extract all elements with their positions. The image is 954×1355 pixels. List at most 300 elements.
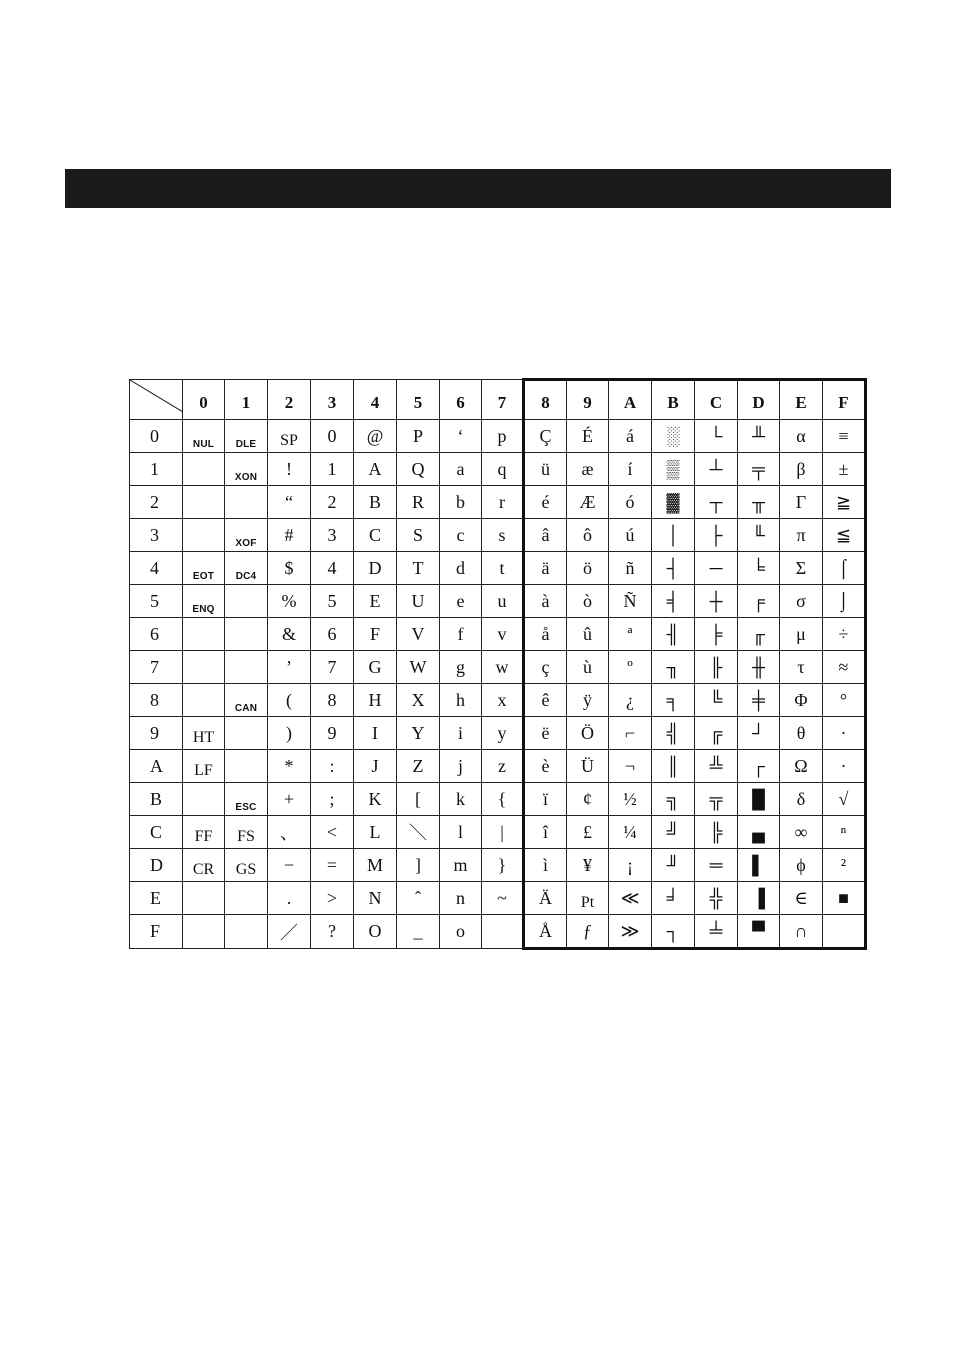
char-glyph: ／ <box>280 922 298 943</box>
table-row <box>130 684 866 717</box>
char-cell <box>440 816 482 849</box>
char-glyph: < <box>326 821 338 842</box>
char-glyph: ! <box>286 458 292 479</box>
table-row <box>130 849 866 882</box>
char-glyph: ┤ <box>666 557 680 578</box>
char-glyph: ┼ <box>709 590 723 611</box>
char-glyph: H <box>368 689 382 710</box>
char-cell <box>482 552 524 585</box>
char-glyph: % <box>281 590 297 611</box>
char-glyph: ╥ <box>752 491 765 512</box>
char-glyph: } <box>497 854 507 875</box>
char-glyph: ╢ <box>666 623 680 644</box>
char-cell <box>567 684 609 717</box>
char-cell <box>268 519 311 552</box>
char-glyph: ≫ <box>620 920 640 941</box>
char-glyph: w <box>495 656 509 677</box>
char-cell <box>482 486 524 519</box>
char-cell <box>440 750 482 783</box>
char-cell <box>567 882 609 915</box>
char-cell <box>524 486 567 519</box>
char-glyph: ▐ <box>752 887 765 908</box>
char-cell <box>397 453 440 486</box>
char-cell <box>524 750 567 783</box>
char-glyph: ; <box>329 788 335 809</box>
char-cell <box>738 453 780 486</box>
char-cell <box>823 585 866 618</box>
char-cell <box>780 915 823 949</box>
char-cell <box>609 882 652 915</box>
char-glyph: + <box>283 788 295 809</box>
character-code-table <box>129 378 867 950</box>
char-cell <box>440 717 482 750</box>
char-cell <box>397 750 440 783</box>
column-header: B <box>652 380 695 420</box>
char-cell <box>567 420 609 453</box>
char-glyph: │ <box>666 524 680 545</box>
char-glyph: U <box>411 590 425 611</box>
char-glyph: NUL <box>192 438 215 450</box>
char-cell <box>738 717 780 750</box>
char-cell <box>567 783 609 816</box>
char-glyph: ╫ <box>752 656 765 677</box>
char-cell <box>482 420 524 453</box>
char-glyph: π <box>796 524 806 545</box>
char-glyph: x <box>497 689 507 710</box>
char-glyph: 8 <box>327 689 337 710</box>
char-glyph: ═ <box>709 854 723 875</box>
char-glyph: î <box>542 821 548 842</box>
char-cell <box>482 915 524 949</box>
char-glyph: * <box>284 755 294 776</box>
char-glyph: = <box>326 854 338 875</box>
char-glyph: Ç <box>539 425 552 446</box>
row-header: 1 <box>130 453 183 486</box>
char-glyph: G <box>368 656 382 677</box>
char-glyph: DC4 <box>235 570 257 582</box>
table-row <box>130 453 866 486</box>
char-cell <box>354 486 397 519</box>
char-cell <box>695 651 738 684</box>
char-cell <box>609 717 652 750</box>
char-glyph: d <box>456 557 465 578</box>
char-glyph: ENQ <box>192 603 215 615</box>
char-cell <box>738 519 780 552</box>
char-cell <box>780 684 823 717</box>
char-cell <box>780 585 823 618</box>
char-glyph: σ <box>796 590 806 611</box>
char-cell <box>524 849 567 882</box>
char-glyph: ┴ <box>709 458 723 479</box>
char-glyph: θ <box>796 722 806 743</box>
char-glyph: 2 <box>327 491 337 512</box>
char-glyph: ╦ <box>709 788 723 809</box>
char-cell <box>524 816 567 849</box>
char-glyph: ╗ <box>666 788 680 809</box>
char-glyph: å <box>541 623 550 644</box>
char-cell <box>440 882 482 915</box>
char-glyph: ─ <box>709 557 723 578</box>
char-cell <box>567 585 609 618</box>
char-cell <box>183 453 225 486</box>
char-glyph: √ <box>838 788 849 809</box>
char-glyph: e <box>456 590 465 611</box>
char-cell <box>780 816 823 849</box>
char-glyph: ~ <box>497 887 507 908</box>
char-glyph: N <box>368 887 382 908</box>
char-glyph: ÷ <box>838 623 849 644</box>
char-glyph: M <box>366 854 383 875</box>
table-row <box>130 420 866 453</box>
char-cell <box>397 882 440 915</box>
char-glyph: ╞ <box>709 623 723 644</box>
char-cell <box>311 783 354 816</box>
char-cell <box>482 816 524 849</box>
char-glyph: ½ <box>623 788 637 809</box>
char-glyph: ñ <box>625 557 635 578</box>
char-cell <box>183 684 225 717</box>
char-glyph: b <box>456 491 465 512</box>
char-glyph: ò <box>583 590 592 611</box>
char-cell <box>695 420 738 453</box>
char-glyph: ╣ <box>666 722 680 743</box>
char-cell <box>652 519 695 552</box>
char-glyph: ┘ <box>752 722 765 743</box>
column-header: 5 <box>397 380 440 420</box>
char-cell <box>695 552 738 585</box>
char-cell <box>609 552 652 585</box>
char-cell <box>652 882 695 915</box>
char-glyph: ¿ <box>626 689 634 710</box>
char-glyph: j <box>457 755 463 776</box>
char-cell <box>268 486 311 519</box>
char-cell <box>397 651 440 684</box>
char-cell <box>738 750 780 783</box>
char-glyph: 1 <box>327 458 337 479</box>
char-cell <box>225 453 268 486</box>
char-glyph: ƒ <box>583 920 592 941</box>
char-cell <box>225 717 268 750</box>
char-glyph: é <box>541 491 550 512</box>
char-cell <box>823 552 866 585</box>
char-glyph: ■ <box>838 887 849 908</box>
char-cell <box>482 882 524 915</box>
char-cell <box>780 486 823 519</box>
char-glyph: g <box>456 656 465 677</box>
char-glyph: I <box>372 722 378 743</box>
char-glyph: $ <box>284 557 294 578</box>
char-glyph: à <box>541 590 550 611</box>
char-glyph: · <box>840 755 847 776</box>
char-cell <box>354 585 397 618</box>
char-glyph: EOT <box>192 570 215 582</box>
char-glyph: ê <box>541 689 550 710</box>
char-cell <box>695 717 738 750</box>
char-cell <box>609 783 652 816</box>
row-header: 2 <box>130 486 183 519</box>
char-cell <box>524 717 567 750</box>
char-glyph: ⌠ <box>838 557 849 578</box>
column-header: 7 <box>482 380 524 420</box>
char-cell <box>524 783 567 816</box>
table-row <box>130 651 866 684</box>
char-glyph: Q <box>411 458 425 479</box>
char-glyph: Z <box>412 755 424 776</box>
table-body <box>130 420 866 949</box>
char-cell <box>397 849 440 882</box>
char-cell <box>524 453 567 486</box>
char-glyph: ╬ <box>709 887 723 908</box>
char-cell <box>780 519 823 552</box>
char-glyph: ú <box>625 524 635 545</box>
char-cell <box>780 783 823 816</box>
char-glyph: ▀ <box>752 920 765 941</box>
char-glyph: GS <box>235 860 257 878</box>
char-cell <box>695 750 738 783</box>
char-cell <box>268 849 311 882</box>
char-glyph: 9 <box>327 722 337 743</box>
char-glyph: Ñ <box>623 590 637 611</box>
char-cell <box>354 519 397 552</box>
char-cell <box>225 684 268 717</box>
char-glyph: ç <box>541 656 550 677</box>
char-glyph: ¡ <box>627 854 633 875</box>
char-cell <box>354 453 397 486</box>
char-cell <box>524 585 567 618</box>
row-header: 6 <box>130 618 183 651</box>
char-glyph: P <box>412 425 423 446</box>
char-cell <box>652 420 695 453</box>
char-cell <box>738 552 780 585</box>
char-cell <box>567 915 609 949</box>
table-row <box>130 618 866 651</box>
char-glyph: ¥ <box>583 854 592 875</box>
char-glyph: K <box>368 788 382 809</box>
char-glyph: y <box>497 722 507 743</box>
table-row <box>130 486 866 519</box>
char-glyph: ╖ <box>666 656 680 677</box>
char-cell <box>440 453 482 486</box>
char-glyph: D <box>368 557 382 578</box>
char-glyph: k <box>456 788 465 809</box>
table-row <box>130 519 866 552</box>
char-cell <box>567 453 609 486</box>
char-cell <box>397 684 440 717</box>
char-cell <box>354 882 397 915</box>
char-cell <box>609 750 652 783</box>
char-glyph: XON <box>234 471 258 483</box>
char-cell <box>609 453 652 486</box>
char-cell <box>183 585 225 618</box>
char-cell <box>695 816 738 849</box>
char-glyph: ┐ <box>666 920 680 941</box>
char-glyph: r <box>499 491 505 512</box>
char-cell <box>268 816 311 849</box>
char-cell <box>397 486 440 519</box>
char-glyph: s <box>498 524 506 545</box>
char-glyph: ’ <box>286 656 292 677</box>
char-glyph: ╜ <box>666 854 680 875</box>
char-glyph: ì <box>542 854 548 875</box>
char-glyph: B <box>368 491 381 512</box>
char-glyph: 4 <box>327 557 337 578</box>
char-glyph: f <box>457 623 464 644</box>
char-cell <box>823 420 866 453</box>
char-glyph: æ <box>581 458 594 479</box>
char-cell <box>567 618 609 651</box>
char-cell <box>609 684 652 717</box>
char-glyph: ▓ <box>666 491 680 512</box>
char-cell <box>311 717 354 750</box>
char-glyph: 6 <box>327 623 337 644</box>
char-glyph: ÿ <box>583 689 592 710</box>
char-cell <box>354 552 397 585</box>
char-glyph: ╒ <box>752 590 765 611</box>
char-cell <box>183 651 225 684</box>
char-glyph: CR <box>192 860 215 878</box>
char-glyph: Γ <box>795 491 807 512</box>
char-cell <box>440 519 482 552</box>
char-glyph: è <box>541 755 550 776</box>
char-glyph: ░ <box>666 425 680 446</box>
char-glyph: ≧ <box>835 491 852 512</box>
char-glyph: á <box>626 425 634 446</box>
char-cell <box>311 585 354 618</box>
char-cell <box>695 453 738 486</box>
column-header: 4 <box>354 380 397 420</box>
char-glyph: n <box>456 887 465 908</box>
char-glyph: u <box>497 590 507 611</box>
char-glyph: ⌡ <box>838 590 849 611</box>
row-header: 8 <box>130 684 183 717</box>
char-glyph: SP <box>280 431 298 449</box>
char-cell <box>609 618 652 651</box>
char-cell <box>397 783 440 816</box>
char-glyph: S <box>412 524 423 545</box>
char-cell <box>311 453 354 486</box>
column-header: 0 <box>183 380 225 420</box>
char-cell <box>397 519 440 552</box>
char-cell <box>354 684 397 717</box>
char-cell <box>183 420 225 453</box>
char-cell <box>183 849 225 882</box>
char-cell <box>225 552 268 585</box>
char-cell <box>268 618 311 651</box>
table-row <box>130 552 866 585</box>
char-cell <box>397 552 440 585</box>
char-cell <box>225 651 268 684</box>
char-cell <box>652 816 695 849</box>
char-cell <box>567 717 609 750</box>
row-header: 7 <box>130 651 183 684</box>
char-glyph: V <box>411 623 425 644</box>
char-cell <box>354 651 397 684</box>
char-cell <box>482 519 524 552</box>
char-glyph: ï <box>542 788 548 809</box>
char-cell <box>440 585 482 618</box>
char-glyph: ë <box>541 722 550 743</box>
char-cell <box>738 849 780 882</box>
char-cell <box>738 684 780 717</box>
char-cell <box>567 519 609 552</box>
char-glyph: Ü <box>581 755 594 776</box>
column-header: F <box>823 380 866 420</box>
char-cell <box>440 486 482 519</box>
char-cell <box>695 618 738 651</box>
char-glyph: X <box>411 689 425 710</box>
row-header: E <box>130 882 183 915</box>
char-glyph: ( <box>286 689 292 710</box>
char-cell <box>268 453 311 486</box>
char-cell <box>482 849 524 882</box>
char-cell <box>268 684 311 717</box>
char-cell <box>524 882 567 915</box>
char-cell <box>780 717 823 750</box>
char-glyph: ▒ <box>666 458 680 479</box>
char-glyph: & <box>281 623 296 644</box>
char-glyph: h <box>456 689 465 710</box>
column-header-row <box>130 380 866 420</box>
char-cell <box>311 882 354 915</box>
char-cell <box>695 519 738 552</box>
char-cell <box>695 486 738 519</box>
char-cell <box>609 816 652 849</box>
char-cell <box>268 552 311 585</box>
char-cell <box>823 684 866 717</box>
char-cell <box>311 915 354 949</box>
char-cell <box>609 651 652 684</box>
char-glyph: ö <box>583 557 592 578</box>
char-glyph: ╙ <box>752 524 765 545</box>
char-glyph: L <box>369 821 381 842</box>
char-cell <box>482 783 524 816</box>
char-glyph: ° <box>839 689 848 710</box>
char-cell <box>695 849 738 882</box>
char-glyph: > <box>326 887 338 908</box>
char-glyph: █ <box>752 788 765 809</box>
char-glyph: o <box>456 921 465 941</box>
char-glyph: Ä <box>539 887 552 908</box>
char-cell <box>524 651 567 684</box>
char-cell <box>225 486 268 519</box>
char-cell <box>738 651 780 684</box>
char-cell <box>780 651 823 684</box>
char-cell <box>823 849 866 882</box>
char-glyph: FF <box>194 827 213 845</box>
char-glyph: ┬ <box>709 491 723 512</box>
section-title-bar <box>65 169 891 208</box>
char-cell <box>738 618 780 651</box>
char-cell <box>524 684 567 717</box>
char-glyph: ≡ <box>838 425 849 446</box>
char-glyph: DLE <box>235 438 257 450</box>
char-cell <box>183 519 225 552</box>
char-cell <box>268 717 311 750</box>
char-cell <box>268 915 311 949</box>
char-glyph: Ω <box>794 755 808 776</box>
char-cell <box>225 519 268 552</box>
column-header: 2 <box>268 380 311 420</box>
char-cell <box>738 585 780 618</box>
char-cell <box>225 915 268 949</box>
char-cell <box>652 585 695 618</box>
char-cell <box>268 750 311 783</box>
char-glyph: z <box>498 755 506 776</box>
char-glyph: ▌ <box>752 854 765 875</box>
char-cell <box>780 618 823 651</box>
char-glyph: ∞ <box>794 821 808 842</box>
char-glyph: â <box>541 524 550 545</box>
